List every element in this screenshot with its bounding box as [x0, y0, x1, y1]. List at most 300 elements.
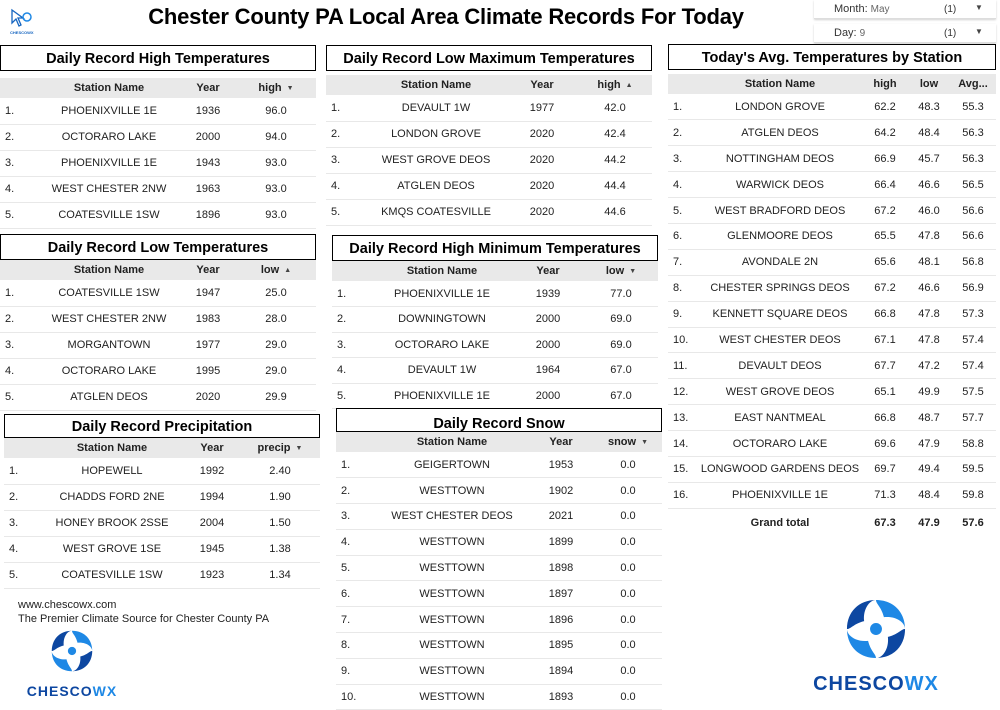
value-cell: 1977: [529, 101, 555, 114]
day-filter[interactable]: [814, 24, 996, 43]
value-cell: 65.5: [874, 230, 896, 243]
value-cell: 48.1: [918, 256, 940, 269]
column-header-station[interactable]: Station Name: [416, 436, 488, 448]
value-cell: 0.0: [620, 562, 636, 575]
column-header-year[interactable]: Year: [530, 79, 554, 91]
record-snow-widget: [336, 408, 662, 710]
station-name-cell: PHOENIXVILLE 1E: [394, 389, 490, 402]
value-cell: 1939: [535, 287, 561, 300]
value-cell: 29.0: [265, 339, 287, 351]
value-cell: 1.50: [269, 517, 291, 529]
table-row: [4, 562, 320, 588]
table-row: [668, 94, 996, 120]
month-filter-value: May: [870, 3, 890, 15]
value-cell: 65.1: [874, 385, 896, 398]
table-row: [4, 458, 320, 484]
value-cell: 28.0: [265, 313, 287, 325]
value-cell: 93.0: [265, 157, 287, 169]
table-header-row: [4, 438, 320, 458]
value-cell: 57.7: [962, 411, 984, 424]
station-name-cell: CHADDS FORD 2NE: [59, 491, 165, 503]
row-index: 3.: [341, 510, 351, 523]
row-index: 1.: [331, 101, 341, 114]
row-index: 13.: [673, 411, 689, 424]
top-left-logo: [8, 8, 42, 36]
table-row: [0, 176, 316, 202]
table-row: [336, 504, 662, 530]
table-row: [326, 121, 652, 147]
value-cell: 2021: [548, 510, 574, 523]
row-index: 8.: [673, 282, 683, 295]
station-name-cell: WEST CHESTER DEOS: [719, 333, 841, 346]
value-cell: 71.3: [874, 489, 896, 502]
table-header-row: [0, 260, 316, 280]
value-cell: 56.5: [962, 178, 984, 191]
column-header-station[interactable]: Station Name: [73, 264, 145, 276]
value-cell: 29.9: [265, 391, 287, 403]
column-header-year[interactable]: Year: [549, 436, 573, 448]
row-index: 2.: [5, 313, 15, 325]
grand-total-avg: 57.6: [962, 516, 984, 529]
record-high-table: [0, 78, 316, 229]
station-name-cell: WESTTOWN: [419, 665, 485, 678]
grand-total-label: Grand total: [750, 516, 810, 529]
brand-name-small: [24, 683, 120, 699]
grand-total-row: [668, 508, 996, 536]
table-row: [4, 484, 320, 510]
table-row: [668, 353, 996, 379]
station-name-cell: DEVAULT 1W: [401, 101, 471, 114]
table-row: [668, 301, 996, 327]
row-index: 3.: [9, 517, 19, 529]
station-name-cell: WESTTOWN: [419, 484, 485, 497]
table-row: [326, 199, 652, 225]
table-row: [668, 198, 996, 224]
value-cell: 1923: [199, 569, 225, 581]
value-cell: 48.3: [918, 100, 940, 113]
table-row: [336, 658, 662, 684]
station-name-cell: AVONDALE 2N: [741, 256, 819, 269]
station-name-cell: GLENMOORE DEOS: [727, 230, 833, 243]
table-row: [0, 150, 316, 176]
value-cell: 1943: [195, 157, 221, 169]
value-cell: 47.2: [918, 359, 940, 372]
station-name-cell: MORGANTOWN: [67, 339, 151, 351]
value-cell: 56.8: [962, 256, 984, 269]
table-row: [332, 332, 658, 358]
station-name-cell: WEST CHESTER 2NW: [51, 183, 167, 195]
column-header-year[interactable]: Year: [536, 265, 560, 277]
column-header-value[interactable]: [594, 432, 662, 452]
value-cell: 56.6: [962, 204, 984, 217]
row-index: 5.: [337, 389, 347, 402]
value-cell: 0.0: [620, 665, 636, 678]
table-row: [0, 202, 316, 228]
record-low-widget: [0, 234, 316, 411]
value-cell: 44.2: [604, 154, 626, 166]
sort-caret-icon[interactable]: ▼: [629, 268, 637, 275]
station-name-cell: PHOENIXVILLE 1E: [61, 104, 157, 117]
row-index: 5.: [5, 209, 15, 221]
record-precip-title: Daily Record Precipitation: [4, 414, 320, 438]
column-header-value[interactable]: [240, 438, 320, 458]
table-row: [0, 332, 316, 358]
station-name-cell: WEST GROVE DEOS: [381, 154, 491, 166]
station-name-cell: GEIGERTOWN: [414, 458, 490, 471]
row-index: 1.: [673, 100, 683, 113]
brand-logo-small: [24, 628, 120, 699]
row-index: 3.: [5, 157, 15, 169]
table-row: [332, 383, 658, 409]
value-cell: 57.4: [962, 359, 984, 372]
value-cell: 1983: [195, 313, 221, 325]
value-cell: 0.0: [620, 639, 636, 652]
value-cell: 66.8: [874, 411, 896, 424]
column-header-value[interactable]: [584, 261, 658, 281]
station-name-cell: WARWICK DEOS: [735, 178, 824, 191]
table-row: [0, 358, 316, 384]
value-cell: 0.0: [620, 613, 636, 626]
station-name-cell: KMQS COATESVILLE: [381, 206, 491, 218]
value-cell: 1895: [548, 639, 574, 652]
record-high-min-table: [332, 261, 658, 409]
value-cell: 69.0: [610, 313, 632, 326]
value-cell: 45.7: [918, 152, 940, 165]
column-header-value-label: low: [605, 265, 625, 277]
row-index: 5.: [341, 562, 351, 575]
row-index: 15.: [673, 463, 689, 476]
row-index: 2.: [341, 484, 351, 497]
hurricane-logo-icon: [49, 628, 95, 674]
value-cell: 1936: [195, 104, 221, 117]
value-cell: 46.6: [918, 282, 940, 295]
column-header-station[interactable]: Station Name: [400, 79, 472, 91]
value-cell: 1896: [195, 209, 221, 221]
table-row: [4, 536, 320, 562]
value-cell: 2000: [535, 313, 561, 326]
column-header-station[interactable]: Station Name: [73, 82, 145, 94]
value-cell: 56.9: [962, 282, 984, 295]
value-cell: 0.0: [620, 484, 636, 497]
table-row: [668, 456, 996, 482]
row-index: 7.: [673, 256, 683, 269]
table-row: [0, 98, 316, 124]
value-cell: 1977: [195, 339, 221, 351]
record-precip-widget: [4, 414, 320, 589]
row-index: 9.: [341, 665, 351, 678]
day-filter-count: (1): [944, 27, 957, 39]
station-name-cell: WESTTOWN: [419, 613, 485, 626]
table-row: [336, 529, 662, 555]
dropdown-caret-icon[interactable]: ▼: [975, 3, 983, 12]
record-precip-table: [4, 438, 320, 589]
value-cell: 93.0: [265, 209, 287, 221]
table-row: [668, 379, 996, 405]
sort-caret-icon[interactable]: ▼: [295, 445, 303, 452]
value-cell: 2020: [195, 391, 221, 403]
record-low-max-widget: [326, 45, 652, 226]
brand-name-part2: WX: [92, 683, 118, 699]
value-cell: 66.8: [874, 308, 896, 321]
station-name-cell: ATGLEN DEOS: [741, 126, 819, 139]
record-high-title: Daily Record High Temperatures: [0, 45, 316, 71]
value-cell: 1896: [548, 613, 574, 626]
value-cell: 67.1: [874, 333, 896, 346]
value-cell: 1964: [535, 364, 561, 377]
value-cell: 96.0: [265, 104, 287, 117]
column-header-value[interactable]: [236, 260, 316, 280]
grand-total-low: 47.9: [918, 516, 940, 529]
row-index: 3.: [337, 338, 347, 351]
column-header-value-label: high: [258, 82, 282, 94]
row-index: 2.: [9, 491, 19, 503]
station-name-cell: WEST CHESTER 2NW: [51, 313, 167, 325]
station-name-cell: WESTTOWN: [419, 587, 485, 600]
value-cell: 2000: [535, 389, 561, 402]
row-index: 4.: [673, 178, 683, 191]
brand-name-large: [806, 673, 946, 696]
station-name-cell: DEVAULT 1W: [407, 364, 477, 377]
column-header-station[interactable]: Station Name: [76, 442, 148, 454]
column-header-value-label: low: [260, 264, 280, 276]
table-row: [0, 306, 316, 332]
row-index: 2.: [5, 131, 15, 143]
value-cell: 46.0: [918, 204, 940, 217]
row-index: 2.: [331, 128, 341, 140]
column-header-value[interactable]: [578, 75, 652, 95]
sort-caret-icon[interactable]: ▼: [286, 85, 294, 92]
table-row: [336, 684, 662, 710]
value-cell: 2020: [529, 206, 555, 218]
table-row: [0, 384, 316, 410]
column-header-high[interactable]: high: [873, 78, 897, 90]
station-name-cell: HOPEWELL: [81, 464, 143, 477]
row-index: 12.: [673, 385, 689, 398]
record-low-max-title: Daily Record Low Maximum Temperatures: [326, 45, 652, 71]
value-cell: 93.0: [265, 183, 287, 195]
row-index: 4.: [5, 183, 15, 195]
station-name-cell: OCTORARO LAKE: [394, 338, 490, 351]
table-row: [326, 147, 652, 173]
row-index: 1.: [337, 287, 347, 300]
value-cell: 1899: [548, 536, 574, 549]
value-cell: 94.0: [265, 131, 287, 143]
row-index: 4.: [5, 365, 15, 377]
value-cell: 1898: [548, 562, 574, 575]
value-cell: 57.4: [962, 333, 984, 346]
station-name-cell: WESTTOWN: [419, 536, 485, 549]
value-cell: 69.0: [610, 338, 632, 351]
value-cell: 56.3: [962, 126, 984, 139]
row-index: 1.: [5, 104, 15, 117]
record-low-title: Daily Record Low Temperatures: [0, 234, 316, 260]
value-cell: 2020: [529, 128, 555, 140]
column-header-year[interactable]: Year: [196, 82, 220, 94]
value-cell: 1894: [548, 665, 574, 678]
row-index: 2.: [337, 313, 347, 326]
column-header-value[interactable]: [236, 78, 316, 98]
row-index: 11.: [673, 359, 688, 372]
station-name-cell: ATGLEN DEOS: [397, 180, 475, 192]
table-row: [0, 280, 316, 306]
table-row: [668, 482, 996, 508]
row-index: 6.: [673, 230, 683, 243]
table-row: [336, 555, 662, 581]
top-logo-text: CHESCOWX: [10, 30, 34, 35]
table-row: [332, 358, 658, 384]
brand-name-part1: CHESCO: [26, 683, 93, 699]
value-cell: 25.0: [265, 286, 287, 299]
value-cell: 2000: [535, 338, 561, 351]
table-header-row: [668, 74, 996, 94]
column-header-avg[interactable]: Avg...: [958, 78, 988, 90]
brand-logo-large: [806, 596, 946, 696]
record-high-widget: [0, 45, 316, 229]
column-header-low[interactable]: low: [919, 78, 939, 90]
row-index: 8.: [341, 639, 351, 652]
table-row: [336, 633, 662, 659]
value-cell: 67.7: [874, 359, 896, 372]
value-cell: 2020: [529, 180, 555, 192]
column-header-value-label: precip: [257, 442, 291, 454]
value-cell: 67.0: [610, 364, 632, 377]
value-cell: 1893: [548, 691, 574, 704]
row-index: 4.: [337, 364, 347, 377]
station-name-cell: DEVAULT DEOS: [738, 359, 822, 372]
month-filter-count: (1): [944, 3, 957, 15]
value-cell: 29.0: [265, 365, 287, 377]
row-index: 10.: [341, 691, 357, 704]
table-header-row: [332, 261, 658, 281]
station-name-cell: PHOENIXVILLE 1E: [61, 157, 157, 169]
table-row: [326, 173, 652, 199]
value-cell: 0.0: [620, 536, 636, 549]
value-cell: 1994: [199, 491, 225, 503]
row-index: 9.: [673, 308, 683, 321]
value-cell: 67.2: [874, 282, 896, 295]
value-cell: 1953: [548, 458, 574, 471]
value-cell: 44.4: [604, 180, 626, 192]
sort-caret-icon[interactable]: ▲: [284, 267, 292, 274]
row-index: 5.: [9, 569, 19, 581]
sort-caret-icon[interactable]: ▼: [641, 439, 649, 446]
record-snow-table: [336, 432, 662, 710]
month-filter-label: Month:: [834, 3, 868, 15]
station-name-cell: OCTORARO LAKE: [732, 437, 828, 450]
station-name-cell: CHESTER SPRINGS DEOS: [710, 282, 850, 295]
row-index: 10.: [673, 333, 689, 346]
table-row: [668, 405, 996, 431]
column-header-station[interactable]: Station Name: [406, 265, 478, 277]
station-name-cell: LONDON GROVE: [735, 100, 825, 113]
dropdown-caret-icon[interactable]: ▼: [975, 27, 983, 36]
day-filter-value: 9: [859, 27, 866, 39]
value-cell: 1963: [195, 183, 221, 195]
table-row: [668, 223, 996, 249]
station-name-cell: PHOENIXVILLE 1E: [394, 287, 490, 300]
table-row: [0, 124, 316, 150]
row-index: 1.: [341, 458, 351, 471]
row-index: 5.: [5, 391, 15, 403]
value-cell: 2000: [195, 131, 221, 143]
station-name-cell: WESTTOWN: [419, 562, 485, 575]
record-low-table: [0, 260, 316, 411]
station-name-cell: OCTORARO LAKE: [61, 365, 157, 377]
brand-name-part1: CHESCO: [813, 673, 905, 695]
avg-temps-widget: [668, 44, 996, 536]
brand-name-part2: WX: [904, 673, 939, 695]
value-cell: 64.2: [874, 126, 896, 139]
table-row: [668, 172, 996, 198]
station-name-cell: COATESVILLE 1SW: [58, 209, 160, 221]
value-cell: 1.90: [269, 491, 291, 503]
column-header-value-label: high: [597, 79, 621, 91]
value-cell: 48.7: [918, 411, 940, 424]
station-name-cell: DOWNINGTOWN: [398, 313, 486, 326]
value-cell: 56.6: [962, 230, 984, 243]
value-cell: 46.6: [918, 178, 940, 191]
value-cell: 47.8: [918, 230, 940, 243]
value-cell: 47.8: [918, 308, 940, 321]
row-index: 1.: [5, 286, 15, 299]
sort-caret-icon[interactable]: ▲: [625, 82, 633, 89]
value-cell: 1992: [199, 464, 225, 477]
footer-url[interactable]: www.chescowx.com: [18, 599, 117, 611]
column-header-station[interactable]: Station Name: [744, 78, 816, 90]
value-cell: 48.4: [918, 126, 940, 139]
record-low-max-table: [326, 75, 652, 226]
value-cell: 57.5: [962, 385, 984, 398]
row-index: 4.: [331, 180, 341, 192]
table-row: [4, 510, 320, 536]
column-header-year[interactable]: Year: [196, 264, 220, 276]
value-cell: 65.6: [874, 256, 896, 269]
station-name-cell: WEST GROVE DEOS: [725, 385, 835, 398]
value-cell: 1945: [199, 543, 225, 555]
record-high-min-title: Daily Record High Minimum Temperatures: [332, 235, 658, 261]
value-cell: 2.40: [269, 464, 291, 477]
value-cell: 47.9: [918, 437, 940, 450]
page-title: Chester County PA Local Area Climate Records For Today: [148, 4, 744, 29]
value-cell: 1947: [195, 286, 221, 299]
value-cell: 49.4: [918, 463, 940, 476]
value-cell: 2020: [529, 154, 555, 166]
value-cell: 49.9: [918, 385, 940, 398]
value-cell: 1995: [195, 365, 221, 377]
station-name-cell: LONGWOOD GARDENS DEOS: [700, 463, 860, 476]
station-name-cell: COATESVILLE 1SW: [61, 569, 163, 581]
month-filter[interactable]: [814, 0, 996, 19]
value-cell: 2004: [199, 517, 225, 529]
value-cell: 59.5: [962, 463, 984, 476]
row-index: 6.: [341, 587, 351, 600]
footer-tagline: The Premier Climate Source for Chester County PA: [18, 613, 270, 625]
table-row: [668, 120, 996, 146]
column-header-value-label: snow: [607, 436, 637, 448]
table-row: [336, 607, 662, 633]
value-cell: 67.0: [610, 389, 632, 402]
station-name-cell: WESTTOWN: [419, 691, 485, 704]
station-name-cell: KENNETT SQUARE DEOS: [712, 308, 848, 321]
value-cell: 1902: [548, 484, 574, 497]
row-index: 7.: [341, 613, 351, 626]
column-header-year[interactable]: Year: [200, 442, 224, 454]
value-cell: 0.0: [620, 510, 636, 523]
avg-temps-title: Today's Avg. Temperatures by Station: [668, 44, 996, 70]
station-name-cell: WEST BRADFORD DEOS: [714, 204, 846, 217]
table-row: [332, 307, 658, 333]
value-cell: 62.2: [874, 100, 896, 113]
